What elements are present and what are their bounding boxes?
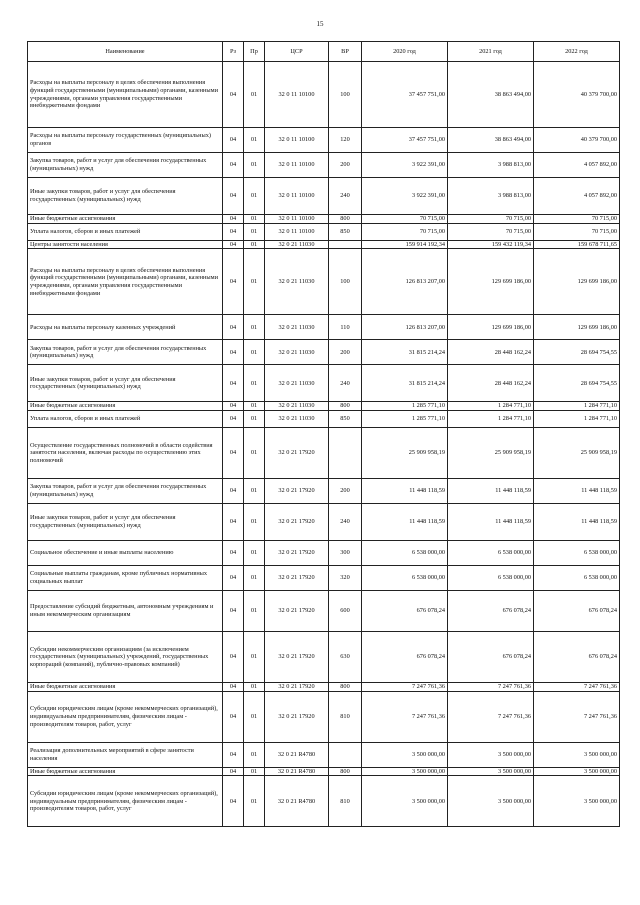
cell-rz: 04 bbox=[223, 428, 244, 479]
cell-name: Субсидии юридическим лицам (кроме некоммерческих организаций), индивидуальным предпринимателям, физическим лицам - производителям товаров, работ, услуг bbox=[28, 691, 223, 742]
header-2020: 2020 год bbox=[362, 42, 448, 62]
cell-rz: 04 bbox=[223, 128, 244, 153]
cell-name: Уплата налогов, сборов и иных платежей bbox=[28, 411, 223, 428]
cell-vr: 810 bbox=[329, 691, 362, 742]
cell-2020: 1 285 771,10 bbox=[362, 411, 448, 428]
cell-2022: 676 078,24 bbox=[534, 632, 620, 683]
table-row bbox=[28, 479, 620, 504]
cell-2021: 1 284 771,10 bbox=[448, 411, 534, 428]
cell-2020: 31 815 214,24 bbox=[362, 340, 448, 365]
cell-2020: 3 500 000,00 bbox=[362, 742, 448, 767]
cell-2022: 40 379 700,00 bbox=[534, 62, 620, 128]
cell-csr: 32 0 21 R4780 bbox=[265, 776, 329, 827]
cell-2022: 28 694 754,55 bbox=[534, 340, 620, 365]
cell-vr: 810 bbox=[329, 776, 362, 827]
cell-2021: 1 284 771,10 bbox=[448, 402, 534, 411]
cell-pr: 01 bbox=[244, 691, 265, 742]
cell-rz: 04 bbox=[223, 479, 244, 504]
cell-vr: 800 bbox=[329, 215, 362, 224]
cell-vr: 200 bbox=[329, 479, 362, 504]
cell-pr: 01 bbox=[244, 742, 265, 767]
table-row bbox=[28, 541, 620, 566]
cell-csr: 32 0 11 10100 bbox=[265, 223, 329, 240]
table-body bbox=[28, 62, 620, 827]
cell-2020: 676 078,24 bbox=[362, 591, 448, 632]
cell-vr: 240 bbox=[329, 365, 362, 402]
cell-vr: 850 bbox=[329, 223, 362, 240]
cell-pr: 01 bbox=[244, 128, 265, 153]
cell-rz: 04 bbox=[223, 776, 244, 827]
cell-2020: 3 922 391,00 bbox=[362, 178, 448, 215]
cell-rz: 04 bbox=[223, 591, 244, 632]
cell-name: Иные бюджетные ассигнования bbox=[28, 215, 223, 224]
cell-csr: 32 0 11 10100 bbox=[265, 62, 329, 128]
cell-2022: 40 379 700,00 bbox=[534, 128, 620, 153]
cell-vr bbox=[329, 742, 362, 767]
cell-2020: 1 285 771,10 bbox=[362, 402, 448, 411]
cell-pr: 01 bbox=[244, 541, 265, 566]
cell-vr: 100 bbox=[329, 62, 362, 128]
cell-rz: 04 bbox=[223, 566, 244, 591]
cell-2021: 11 448 118,59 bbox=[448, 504, 534, 541]
cell-name: Уплата налогов, сборов и иных платежей bbox=[28, 223, 223, 240]
cell-pr: 01 bbox=[244, 240, 265, 249]
cell-vr: 200 bbox=[329, 153, 362, 178]
table-row bbox=[28, 240, 620, 249]
cell-2022: 159 678 711,65 bbox=[534, 240, 620, 249]
cell-pr: 01 bbox=[244, 479, 265, 504]
cell-name: Центры занятости населения bbox=[28, 240, 223, 249]
cell-2022: 28 694 754,55 bbox=[534, 365, 620, 402]
table-row bbox=[28, 249, 620, 315]
cell-csr: 32 0 21 17920 bbox=[265, 691, 329, 742]
cell-2020: 25 909 958,19 bbox=[362, 428, 448, 479]
cell-2022: 1 284 771,10 bbox=[534, 402, 620, 411]
cell-csr: 32 0 21 17920 bbox=[265, 591, 329, 632]
cell-2020: 6 538 000,00 bbox=[362, 566, 448, 591]
cell-2022: 6 538 000,00 bbox=[534, 566, 620, 591]
cell-2020: 70 715,00 bbox=[362, 223, 448, 240]
cell-2021: 38 863 494,00 bbox=[448, 62, 534, 128]
cell-2021: 38 863 494,00 bbox=[448, 128, 534, 153]
cell-name: Иные закупки товаров, работ и услуг для обеспечения государственных (муниципальных) нужд bbox=[28, 178, 223, 215]
cell-pr: 01 bbox=[244, 365, 265, 402]
cell-name: Реализация дополнительных мероприятий в сфере занятости населения bbox=[28, 742, 223, 767]
cell-name: Закупка товаров, работ и услуг для обеспечения государственных (муниципальных) нужд bbox=[28, 340, 223, 365]
cell-2022: 1 284 771,10 bbox=[534, 411, 620, 428]
cell-rz: 04 bbox=[223, 683, 244, 692]
cell-csr: 32 0 21 17920 bbox=[265, 541, 329, 566]
cell-2022: 3 500 000,00 bbox=[534, 776, 620, 827]
cell-csr: 32 0 21 17920 bbox=[265, 504, 329, 541]
cell-pr: 01 bbox=[244, 683, 265, 692]
cell-name: Закупка товаров, работ и услуг для обеспечения государственных (муниципальных) нужд bbox=[28, 153, 223, 178]
header-csr: ЦСР bbox=[265, 42, 329, 62]
cell-2020: 676 078,24 bbox=[362, 632, 448, 683]
table-row bbox=[28, 215, 620, 224]
cell-2020: 159 914 192,34 bbox=[362, 240, 448, 249]
table-row bbox=[28, 683, 620, 692]
cell-2021: 676 078,24 bbox=[448, 591, 534, 632]
cell-csr: 32 0 21 17920 bbox=[265, 479, 329, 504]
table-row bbox=[28, 428, 620, 479]
cell-rz: 04 bbox=[223, 240, 244, 249]
cell-csr: 32 0 11 10100 bbox=[265, 215, 329, 224]
cell-vr: 240 bbox=[329, 178, 362, 215]
cell-name: Иные закупки товаров, работ и услуг для обеспечения государственных (муниципальных) нужд bbox=[28, 365, 223, 402]
cell-rz: 04 bbox=[223, 402, 244, 411]
cell-rz: 04 bbox=[223, 365, 244, 402]
cell-pr: 01 bbox=[244, 315, 265, 340]
cell-csr: 32 0 21 17920 bbox=[265, 632, 329, 683]
table-row bbox=[28, 315, 620, 340]
cell-vr bbox=[329, 428, 362, 479]
cell-vr bbox=[329, 240, 362, 249]
cell-name: Социальные выплаты гражданам, кроме публичных нормативных социальных выплат bbox=[28, 566, 223, 591]
cell-rz: 04 bbox=[223, 223, 244, 240]
cell-vr: 630 bbox=[329, 632, 362, 683]
table-row bbox=[28, 742, 620, 767]
cell-vr: 240 bbox=[329, 504, 362, 541]
cell-vr: 320 bbox=[329, 566, 362, 591]
cell-pr: 01 bbox=[244, 62, 265, 128]
cell-vr: 800 bbox=[329, 767, 362, 776]
cell-pr: 01 bbox=[244, 153, 265, 178]
cell-2022: 7 247 761,36 bbox=[534, 691, 620, 742]
cell-name: Субсидии некоммерческим организациям (за исключением государственных (муниципальных) учреждений, государственных корпораций (компаний), публично-правовых компаний) bbox=[28, 632, 223, 683]
cell-rz: 04 bbox=[223, 315, 244, 340]
cell-pr: 01 bbox=[244, 411, 265, 428]
cell-2021: 6 538 000,00 bbox=[448, 566, 534, 591]
cell-rz: 04 bbox=[223, 153, 244, 178]
cell-2022: 6 538 000,00 bbox=[534, 541, 620, 566]
cell-pr: 01 bbox=[244, 632, 265, 683]
header-rz: Рз bbox=[223, 42, 244, 62]
table-row bbox=[28, 62, 620, 128]
cell-pr: 01 bbox=[244, 591, 265, 632]
cell-2021: 7 247 761,36 bbox=[448, 691, 534, 742]
cell-2021: 28 448 162,24 bbox=[448, 340, 534, 365]
cell-2022: 3 500 000,00 bbox=[534, 742, 620, 767]
table-row bbox=[28, 402, 620, 411]
cell-2021: 3 500 000,00 bbox=[448, 742, 534, 767]
cell-2020: 31 815 214,24 bbox=[362, 365, 448, 402]
header-2022: 2022 год bbox=[534, 42, 620, 62]
cell-pr: 01 bbox=[244, 566, 265, 591]
cell-rz: 04 bbox=[223, 742, 244, 767]
cell-2020: 70 715,00 bbox=[362, 215, 448, 224]
cell-csr: 32 0 21 R4780 bbox=[265, 742, 329, 767]
table-row bbox=[28, 178, 620, 215]
table-row bbox=[28, 632, 620, 683]
cell-2022: 4 057 892,00 bbox=[534, 153, 620, 178]
cell-vr: 850 bbox=[329, 411, 362, 428]
cell-2022: 3 500 000,00 bbox=[534, 767, 620, 776]
cell-rz: 04 bbox=[223, 541, 244, 566]
cell-csr: 32 0 21 11030 bbox=[265, 240, 329, 249]
cell-csr: 32 0 21 11030 bbox=[265, 411, 329, 428]
cell-csr: 32 0 21 17920 bbox=[265, 428, 329, 479]
cell-pr: 01 bbox=[244, 767, 265, 776]
cell-csr: 32 0 21 R4780 bbox=[265, 767, 329, 776]
cell-2021: 3 988 813,00 bbox=[448, 178, 534, 215]
cell-rz: 04 bbox=[223, 215, 244, 224]
cell-vr: 200 bbox=[329, 340, 362, 365]
cell-vr: 120 bbox=[329, 128, 362, 153]
table-row bbox=[28, 365, 620, 402]
cell-2020: 3 500 000,00 bbox=[362, 767, 448, 776]
cell-2020: 6 538 000,00 bbox=[362, 541, 448, 566]
table-header-row bbox=[28, 42, 620, 62]
cell-2021: 129 699 186,00 bbox=[448, 249, 534, 315]
cell-2022: 7 247 761,36 bbox=[534, 683, 620, 692]
header-2021: 2021 год bbox=[448, 42, 534, 62]
cell-2020: 37 457 751,00 bbox=[362, 128, 448, 153]
cell-csr: 32 0 21 17920 bbox=[265, 566, 329, 591]
cell-rz: 04 bbox=[223, 411, 244, 428]
cell-rz: 04 bbox=[223, 691, 244, 742]
table-row bbox=[28, 767, 620, 776]
table-row bbox=[28, 153, 620, 178]
cell-name: Закупка товаров, работ и услуг для обеспечения государственных (муниципальных) нужд bbox=[28, 479, 223, 504]
cell-2021: 676 078,24 bbox=[448, 632, 534, 683]
cell-vr: 600 bbox=[329, 591, 362, 632]
table-row bbox=[28, 411, 620, 428]
cell-2020: 7 247 761,36 bbox=[362, 691, 448, 742]
cell-pr: 01 bbox=[244, 249, 265, 315]
cell-name: Расходы на выплаты персоналу казенных учреждений bbox=[28, 315, 223, 340]
cell-csr: 32 0 21 11030 bbox=[265, 249, 329, 315]
cell-2020: 3 500 000,00 bbox=[362, 776, 448, 827]
cell-2021: 11 448 118,59 bbox=[448, 479, 534, 504]
cell-2021: 3 988 813,00 bbox=[448, 153, 534, 178]
cell-name: Иные бюджетные ассигнования bbox=[28, 402, 223, 411]
cell-2020: 126 813 207,00 bbox=[362, 249, 448, 315]
header-name: Наименование bbox=[28, 42, 223, 62]
table-row bbox=[28, 504, 620, 541]
cell-name: Расходы на выплаты персоналу в целях обеспечения выполнения функций государственными (муниципальными) органами, казенными учреждениями, органами управления государственными внебюджетными фондами bbox=[28, 249, 223, 315]
cell-2021: 3 500 000,00 bbox=[448, 776, 534, 827]
table-row bbox=[28, 691, 620, 742]
cell-2022: 25 909 958,19 bbox=[534, 428, 620, 479]
cell-2020: 7 247 761,36 bbox=[362, 683, 448, 692]
cell-2020: 11 448 118,59 bbox=[362, 504, 448, 541]
cell-2021: 159 432 119,34 bbox=[448, 240, 534, 249]
cell-rz: 04 bbox=[223, 249, 244, 315]
cell-2022: 11 448 118,59 bbox=[534, 479, 620, 504]
cell-pr: 01 bbox=[244, 776, 265, 827]
page-number: 15 bbox=[316, 20, 324, 28]
cell-rz: 04 bbox=[223, 767, 244, 776]
cell-vr: 800 bbox=[329, 402, 362, 411]
cell-csr: 32 0 11 10100 bbox=[265, 153, 329, 178]
cell-rz: 04 bbox=[223, 504, 244, 541]
cell-csr: 32 0 21 11030 bbox=[265, 365, 329, 402]
cell-2020: 126 813 207,00 bbox=[362, 315, 448, 340]
cell-vr: 110 bbox=[329, 315, 362, 340]
cell-name: Иные закупки товаров, работ и услуг для обеспечения государственных (муниципальных) нужд bbox=[28, 504, 223, 541]
table-row bbox=[28, 223, 620, 240]
cell-2021: 28 448 162,24 bbox=[448, 365, 534, 402]
cell-vr: 300 bbox=[329, 541, 362, 566]
cell-csr: 32 0 21 11030 bbox=[265, 340, 329, 365]
table-row bbox=[28, 340, 620, 365]
cell-name: Иные бюджетные ассигнования bbox=[28, 683, 223, 692]
cell-name: Социальное обеспечение и иные выплаты населению bbox=[28, 541, 223, 566]
cell-csr: 32 0 21 11030 bbox=[265, 315, 329, 340]
cell-2020: 3 922 391,00 bbox=[362, 153, 448, 178]
budget-table bbox=[27, 41, 620, 827]
cell-vr: 800 bbox=[329, 683, 362, 692]
table-row bbox=[28, 128, 620, 153]
cell-rz: 04 bbox=[223, 340, 244, 365]
cell-csr: 32 0 11 10100 bbox=[265, 128, 329, 153]
cell-name: Осуществление государственных полномочий в области содействия занятости населения, включая расходы по осуществлению этих полномочий bbox=[28, 428, 223, 479]
cell-rz: 04 bbox=[223, 62, 244, 128]
header-vr: ВР bbox=[329, 42, 362, 62]
cell-rz: 04 bbox=[223, 632, 244, 683]
cell-name: Предоставление субсидий бюджетным, автономным учреждениям и иным некоммерческим организациям bbox=[28, 591, 223, 632]
cell-2021: 6 538 000,00 bbox=[448, 541, 534, 566]
table-row bbox=[28, 776, 620, 827]
cell-2021: 3 500 000,00 bbox=[448, 767, 534, 776]
cell-2022: 70 715,00 bbox=[534, 215, 620, 224]
cell-name: Расходы на выплаты персоналу государственных (муниципальных) органов bbox=[28, 128, 223, 153]
cell-pr: 01 bbox=[244, 178, 265, 215]
table-row bbox=[28, 591, 620, 632]
table-row bbox=[28, 566, 620, 591]
cell-2021: 70 715,00 bbox=[448, 223, 534, 240]
header-pr: Пр bbox=[244, 42, 265, 62]
cell-pr: 01 bbox=[244, 340, 265, 365]
cell-2020: 11 448 118,59 bbox=[362, 479, 448, 504]
cell-2022: 4 057 892,00 bbox=[534, 178, 620, 215]
cell-pr: 01 bbox=[244, 402, 265, 411]
cell-2021: 7 247 761,36 bbox=[448, 683, 534, 692]
cell-2021: 70 715,00 bbox=[448, 215, 534, 224]
cell-2021: 25 909 958,19 bbox=[448, 428, 534, 479]
cell-2021: 129 699 186,00 bbox=[448, 315, 534, 340]
cell-csr: 32 0 21 11030 bbox=[265, 402, 329, 411]
cell-2022: 676 078,24 bbox=[534, 591, 620, 632]
cell-rz: 04 bbox=[223, 178, 244, 215]
cell-vr: 100 bbox=[329, 249, 362, 315]
cell-2022: 129 699 186,00 bbox=[534, 249, 620, 315]
cell-pr: 01 bbox=[244, 215, 265, 224]
cell-csr: 32 0 21 17920 bbox=[265, 683, 329, 692]
cell-name: Иные бюджетные ассигнования bbox=[28, 767, 223, 776]
cell-2022: 70 715,00 bbox=[534, 223, 620, 240]
cell-csr: 32 0 11 10100 bbox=[265, 178, 329, 215]
cell-pr: 01 bbox=[244, 504, 265, 541]
cell-2022: 11 448 118,59 bbox=[534, 504, 620, 541]
cell-name: Расходы на выплаты персоналу в целях обеспечения выполнения функций государственными (муниципальными) органами, казенными учреждениями, органами управления государственными внебюджетными фондами bbox=[28, 62, 223, 128]
cell-pr: 01 bbox=[244, 428, 265, 479]
cell-pr: 01 bbox=[244, 223, 265, 240]
cell-2020: 37 457 751,00 bbox=[362, 62, 448, 128]
cell-2022: 129 699 186,00 bbox=[534, 315, 620, 340]
cell-name: Субсидии юридическим лицам (кроме некоммерческих организаций), индивидуальным предпринимателям, физическим лицам - производителям товаров, работ, услуг bbox=[28, 776, 223, 827]
